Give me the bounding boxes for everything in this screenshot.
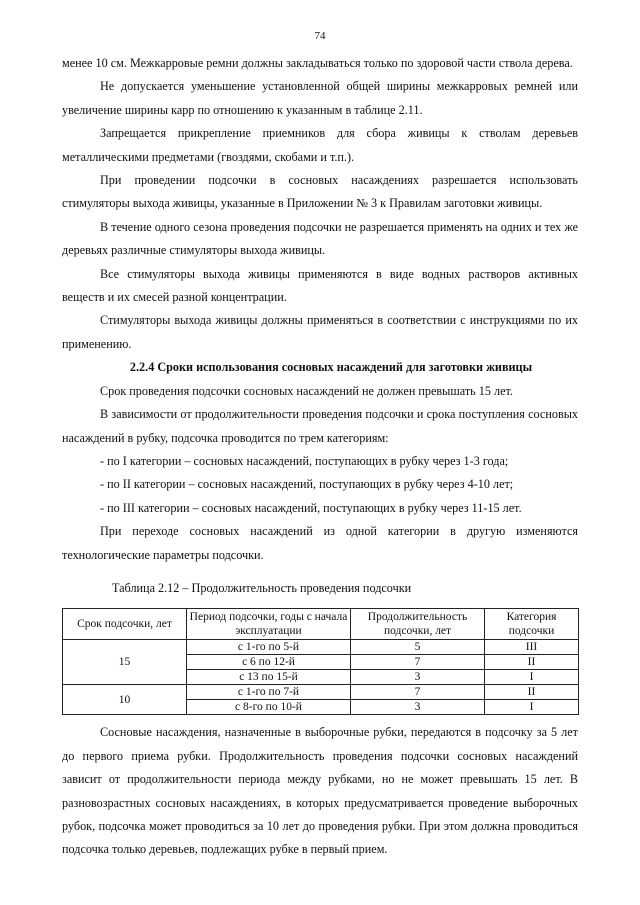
table-caption: Таблица 2.12 – Продолжительность проведения подсочки [112,580,412,595]
category-list-item: - по I категории – сосновых насаждений, поступающих в рубку через 1-3 года; [100,453,509,468]
tapping-duration-table [62,608,579,715]
category-cell: II [485,685,579,700]
category-cell: III [485,640,579,655]
duration-cell: 3 [351,670,485,685]
body-paragraph: В течение одного сезона проведения подсочки не разрешается применять на одних и тех же деревьях различные стимуляторы выхода живицы. [62,219,578,258]
table-body [63,640,579,715]
category-cell: I [485,670,579,685]
duration-cell: 5 [351,640,485,655]
section-intro-paragraph: Срок проведения подсочки сосновых насаждений не должен превышать 15 лет. [100,383,513,398]
table-row [63,685,579,700]
body-paragraph: Запрещается прикрепление приемников для сбора живицы к стволам деревьев металлическими предметами (гвоздями, скобами и т.п.). [62,126,578,164]
body-paragraph: Стимуляторы выхода живицы должны применяться в соответствии с инструкциями по их применению. [62,313,578,351]
table-header-row [63,609,579,640]
page-number: 74 [314,30,326,42]
section-paragraph: При переходе сосновых насаждений из одной категории в другую изменяются технологические параметры подсочки. [62,524,578,562]
period-cell: с 8-го по 10-й [187,700,351,715]
table-header-cell: Продолжительность подсочки, лет [351,609,485,640]
body-paragraph: При проведении подсочки в сосновых насаждениях разрешается использовать стимуляторы выхода живицы, указанные в Приложении № 3 к Правилам заготовки живицы. [62,173,578,211]
period-cell: с 13 по 15-й [187,670,351,685]
category-list-item: - по III категории – сосновых насаждений, поступающих в рубку через 11-15 лет. [100,500,522,515]
term-cell: 15 [63,640,187,685]
period-cell: с 1-го по 7-й [187,685,351,700]
period-cell: с 1-го по 5-й [187,640,351,655]
table-header-cell: Категория подсочки [485,609,579,640]
period-cell: с 6 по 12-й [187,655,351,670]
duration-cell: 7 [351,685,485,700]
paragraphs-before [62,52,578,356]
body-paragraph: Не допускается уменьшение установленной общей ширины межкарровых ремней или увеличение ширины карр по отношению к указанным в таблице 2.11. [62,79,578,117]
section-heading: 2.2.4 Сроки использования сосновых насаждений для заготовки живицы [129,360,533,375]
section-intro-paragraph: В зависимости от продолжительности проведения подсочки и срока поступления сосновых насаждений в рубку, подсочка проводится по трем категориям: [62,407,578,445]
table-row [63,640,579,655]
closing-paragraph: Сосновые насаждения, назначенные в выборочные рубки, передаются в подсочку за 5 лет до первого приема рубки. Продолжительность проведения подсочки сосновых насаждений зависит от продолжительности периода между рубками, но не может превышать 15 лет. В разновозрастных сосновых насаждениях, в которых предусматривается проведение выборочных рубок, подсочка может проводиться за 10 лет до проведения рубки. При этом должна проводиться подсочка только деревьев, подлежащих рубке в первый прием. [62,725,578,857]
category-list-item: - по II категории – сосновых насаждений, поступающих в рубку через 4-10 лет; [100,477,514,492]
table-header-cell: Период подсочки, годы с начала эксплуатации [187,609,351,640]
body-paragraph: Все стимуляторы выхода живицы применяются в виде водных растворов активных веществ и их смесей разной концентрации. [62,266,578,305]
category-cell: I [485,700,579,715]
duration-cell: 3 [351,700,485,715]
category-cell: II [485,655,579,670]
term-cell: 10 [63,685,187,715]
table-header-cell: Срок подсочки, лет [63,609,187,640]
duration-cell: 7 [351,655,485,670]
page-content [62,52,578,862]
body-paragraph: менее 10 см. Межкарровые ремни должны закладываться только по здоровой части ствола дерева. [62,56,573,70]
